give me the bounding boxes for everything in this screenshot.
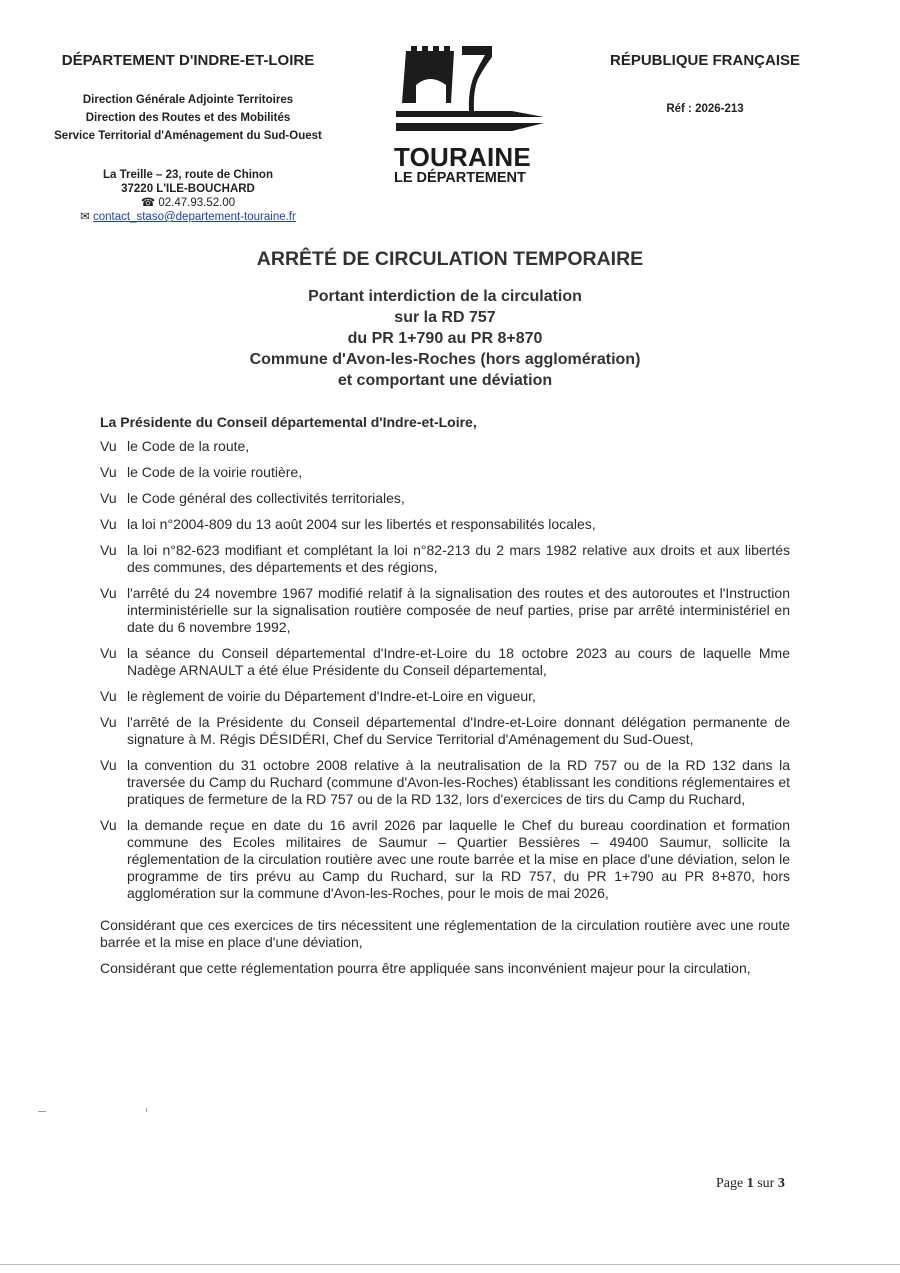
subtitle-line: Portant interdiction de la circulation [308,288,582,305]
vu-text: la demande reçue en date du 16 avril 2026 par laquelle le Chef du bureau coordination et formation commune des Ecoles militaires de Saumur – Quartier Bessières – 49400 Saumur, sollicite la réglementation de la circulation routière avec une route barrée et la mise en place d'une déviation, selon le programme de tirs prévu au Camp du Ruchard, sur la RD 757, du PR 1+790 au PR 8+870, hors agglomération sur la commune d'Avon-les-Roches, pour le mois de mai 2026, [127,817,790,901]
vu-text: la convention du 31 octobre 2008 relative à la neutralisation de la RD 757 ou de la RD 132 dans la traversée du Camp du Ruchard (commune d'Avon-les-Roches) établissant les conditions réglementaires et pratiques de fermeture de la RD 757 ou de la RD 132, lors d'exercices de tirs du Camp du Ruchard, [127,757,790,807]
republic-block [590,52,820,115]
tower-emblem-icon [394,43,554,135]
vu-item [100,542,790,576]
logo-title: TOURAINE [394,142,531,172]
issuer-block [30,52,346,224]
direction-line: Direction Générale Adjointe Territoires [82,94,294,106]
page-total: 3 [777,1176,785,1191]
reference-number: Réf : 2026-213 [666,103,744,115]
document-body [100,414,790,977]
vu-item [100,688,790,705]
vu-item [100,645,790,679]
vu-label: Vu [100,688,117,704]
document-subtitle [0,286,890,391]
direction-line: Service Territorial d'Aménagement du Sud-Ouest [54,130,322,142]
vu-label: Vu [100,645,117,661]
subtitle-line: et comportant une déviation [337,372,553,389]
department-name: DÉPARTEMENT D'INDRE-ET-LOIRE [61,52,315,69]
republic-label: RÉPUBLIQUE FRANÇAISE [609,52,800,69]
sur-word: sur [757,1176,775,1191]
document-title: ARRÊTÉ DE CIRCULATION TEMPORAIRE [256,248,644,270]
vu-label: Vu [100,490,117,506]
vu-text: l'arrêté du 24 novembre 1967 modifié relatif à la signalisation des routes et des autoroutes et l'Instruction interministérielle sur la signalisation routière composée de neuf parties, prise par arrêté interministériel en date du 6 novembre 1992, [127,585,790,635]
vu-label: Vu [100,714,117,730]
phone-icon: ☎ [140,197,156,209]
address-city: 37220 L'ILE-BOUCHARD [121,183,255,195]
vu-item [100,490,790,507]
vu-text: le règlement de voirie du Département d'Indre-et-Loire en vigueur, [127,688,536,704]
vu-item [100,516,790,533]
vu-label: Vu [100,542,117,558]
page-counter [716,1176,785,1192]
page-number: 1 [746,1176,754,1191]
direction-line: Direction des Routes et des Mobilités [85,112,291,124]
vu-label: Vu [100,516,117,532]
vu-label: Vu [100,438,117,454]
president-heading: La Présidente du Conseil départemental d'Indre-et-Loire, [100,414,477,430]
touraine-logo [394,43,559,186]
directions-list [30,91,346,145]
page-word: Page [716,1176,744,1191]
vu-label: Vu [100,757,117,773]
envelope-icon: ✉ [80,211,90,223]
vu-label: Vu [100,464,117,480]
vu-text: le Code général des collectivités territoriales, [127,490,405,506]
considerant-paragraph: Considérant que cette réglementation pourra être appliquée sans inconvénient majeur pour la circulation, [100,960,751,976]
email-link[interactable]: contact_staso@departement-touraine.fr [93,211,296,223]
subtitle-line: du PR 1+790 au PR 8+870 [347,330,543,347]
phone-number: 02.47.93.52.00 [158,197,236,209]
vu-text: la loi n°2004-809 du 13 août 2004 sur les libertés et responsabilités locales, [127,516,596,532]
considerant-paragraph: Considérant que ces exercices de tirs nécessitent une réglementation de la circulation routière avec une route barrée et la mise en place d'une déviation, [100,917,790,950]
vu-item [100,817,790,902]
vu-item [100,464,790,481]
scan-speck [146,1108,147,1112]
address-block [30,168,346,224]
address-street: La Treille – 23, route de Chinon [103,169,273,181]
vu-text: le Code de la route, [127,438,250,454]
subtitle-line: sur la RD 757 [394,309,496,326]
vu-item [100,714,790,748]
vu-label: Vu [100,817,117,833]
subtitle-line: Commune d'Avon-les-Roches (hors agglomération) [249,351,641,368]
vu-item [100,585,790,636]
phone-line [30,196,346,210]
logo-subtitle: LE DÉPARTEMENT [394,170,526,186]
vu-text: la séance du Conseil départemental d'Indre-et-Loire du 18 octobre 2023 au cours de laquelle Mme Nadège ARNAULT a été élue Présidente du Conseil départemental, [127,645,790,678]
email-line [30,210,346,224]
scan-speck [38,1111,46,1112]
scan-edge-line [0,1264,900,1265]
vu-text: le Code de la voirie routière, [127,464,303,480]
vu-item [100,438,790,455]
vu-text: la loi n°82-623 modifiant et complétant la loi n°82-213 du 2 mars 1982 relative aux droits et aux libertés des communes, des départements et des régions, [127,542,790,575]
vu-label: Vu [100,585,117,601]
vu-text: l'arrêté de la Présidente du Conseil départemental d'Indre-et-Loire donnant délégation permanente de signature à M. Régis DÉSIDÉRI, Chef du Service Territorial d'Aménagement du Sud-Ouest, [127,714,790,747]
vu-item [100,757,790,808]
